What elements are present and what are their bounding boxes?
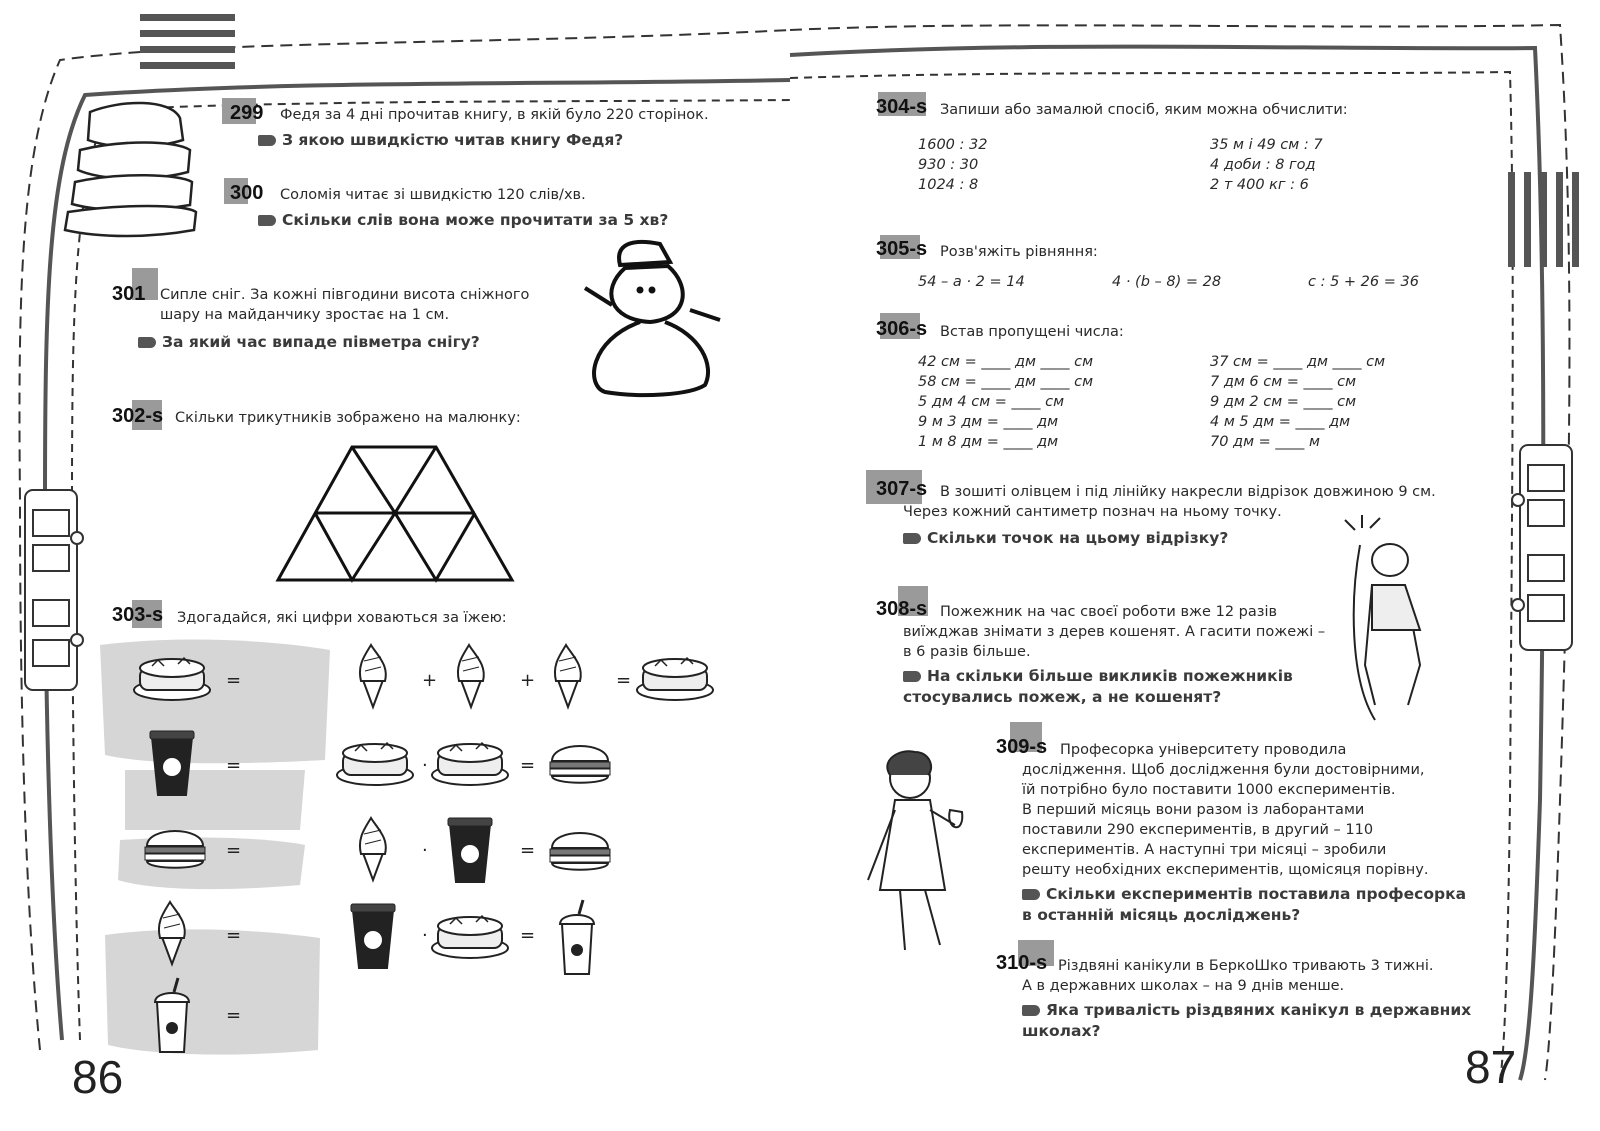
page-number-left: 86 <box>72 1051 124 1103</box>
fill-in-item: 7 дм 6 см = ____ см <box>1210 374 1357 390</box>
task-307-question-text: Скільки точок на цьому відрізку? <box>927 529 1229 547</box>
task-310-question-text-1: Яка тривалість різдвяних канікул в державних <box>1046 1001 1472 1019</box>
task-303-number: 303-s <box>112 604 164 626</box>
text-line: поставили 290 експериментів, в другий – 110 <box>1022 822 1374 838</box>
task-308-text-3: в 6 разів більше. <box>903 644 1031 660</box>
task-309-number: 309-s <box>996 736 1048 758</box>
equals-sign: = <box>226 840 242 861</box>
expression: 2 т 400 кг : 6 <box>1210 177 1309 193</box>
text-line: решту необхідних експериментів, щомісяця порівну. <box>1022 862 1429 878</box>
task-310-question-text-2: школах? <box>1022 1022 1101 1040</box>
dot-sign: · <box>422 755 428 776</box>
task-302-number: 302-s <box>112 405 164 427</box>
fill-in-item: 9 м 3 дм = ____ дм <box>918 414 1059 430</box>
task-308-question-text-2: стосувались пожеж, а не кошенят? <box>903 688 1222 706</box>
task-304-number: 304-s <box>876 96 928 118</box>
equals-sign: = <box>226 1005 242 1026</box>
task-306-col1 <box>918 352 1093 452</box>
task-300-number: 300 <box>230 182 264 204</box>
task-301-text-1: Сипле сніг. За кожні півгодини висота сніжного <box>160 287 530 303</box>
equation-3: c : 5 + 26 = 36 <box>1308 274 1419 290</box>
task-310-number: 310-s <box>996 952 1048 974</box>
task-301-question <box>138 332 480 353</box>
expression: 35 м і 49 см : 7 <box>1210 137 1323 153</box>
text-line: експериментів. А наступні три місяці – зробили <box>1022 842 1387 858</box>
task-306-text: Встав пропущені числа: <box>940 324 1124 340</box>
page-number-right: 87 <box>1465 1041 1517 1093</box>
task-306-col2 <box>1210 352 1385 452</box>
task-304-text: Запиши або замалюй спосіб, яким можна обчислити: <box>940 102 1348 118</box>
expression: 930 : 30 <box>918 157 979 173</box>
task-299-text: Федя за 4 дні прочитав книгу, в якій було 220 сторінок. <box>280 107 709 123</box>
equals-sign: = <box>226 755 242 776</box>
snowman-drawing <box>585 242 720 395</box>
bus-right <box>1512 445 1572 650</box>
task-305-text: Розв'яжіть рівняння: <box>940 244 1098 260</box>
task-299-question <box>258 130 623 151</box>
pointing-hand-icon <box>903 533 921 544</box>
pointing-hand-icon <box>903 671 921 682</box>
equals-sign: = <box>520 925 536 946</box>
task-303-text: Здогадайся, які цифри ховаються за їжею: <box>177 610 507 626</box>
task-301-number: 301 <box>112 283 146 305</box>
task-307-text-2: Через кожний сантиметр познач на ньому точку. <box>903 504 1282 520</box>
plus-sign: + <box>520 670 536 691</box>
fill-in-item: 5 дм 4 см = ____ см <box>918 394 1065 410</box>
task-304-col2 <box>1210 135 1323 195</box>
expression: 1024 : 8 <box>918 177 979 193</box>
bus-left <box>25 490 83 690</box>
task-299-question-text: З якою швидкістю читав книгу Федя? <box>282 131 624 149</box>
task-307-text-1: В зошиті олівцем і під лінійку накресли відрізок довжиною 9 см. <box>940 484 1436 500</box>
equals-sign: = <box>616 670 632 691</box>
dot-sign: · <box>422 840 428 861</box>
task-310-text-2: А в державних школах – на 9 днів менше. <box>1022 978 1345 994</box>
fill-in-item: 1 м 8 дм = ____ дм <box>918 434 1059 450</box>
professor-drawing <box>868 751 962 950</box>
task-308-question <box>903 666 1293 708</box>
task-300-text: Соломія читає зі швидкістю 120 слів/хв. <box>280 187 586 203</box>
equation-2: 4 · (b – 8) = 28 <box>1112 274 1222 290</box>
expression: 4 доби : 8 год <box>1210 157 1316 173</box>
fill-in-item: 42 см = ____ дм ____ см <box>918 354 1094 370</box>
expression: 1600 : 32 <box>918 137 988 153</box>
task-302-text: Скільки трикутників зображено на малюнку: <box>175 410 521 426</box>
task-300-question <box>258 210 668 231</box>
task-304-col1 <box>918 135 987 195</box>
pointing-hand-icon <box>1022 1005 1040 1016</box>
task-309-question <box>1022 884 1466 926</box>
task-309-question-text-2: в останній місяць досліджень? <box>1022 906 1301 924</box>
pointing-hand-icon <box>258 215 276 226</box>
task-301-text-2: шару на майданчику зростає на 1 см. <box>160 307 450 323</box>
fill-in-item: 37 см = ____ дм ____ см <box>1210 354 1386 370</box>
dot-sign: · <box>422 925 428 946</box>
plus-sign: + <box>422 670 438 691</box>
task-300-question-text: Скільки слів вона може прочитати за 5 хв? <box>282 211 669 229</box>
firefighter-drawing <box>1345 515 1420 720</box>
task-307-question <box>903 528 1228 549</box>
task-309-text <box>1022 760 1428 880</box>
text-line: В перший місяць вони разом із лаборантами <box>1022 802 1365 818</box>
task-308-number: 308-s <box>876 598 928 620</box>
fill-in-item: 9 дм 2 см = ____ см <box>1210 394 1357 410</box>
fill-in-item: 70 дм = ____ м <box>1210 434 1320 450</box>
task-301-question-text: За який час випаде півметра снігу? <box>162 333 480 351</box>
equals-sign: = <box>520 840 536 861</box>
pointing-hand-icon <box>138 337 156 348</box>
task-308-text-2: виїжджав знімати з дерев кошенят. А гасити пожежі – <box>903 624 1326 640</box>
equals-sign: = <box>226 670 242 691</box>
text-line: дослідження. Щоб дослідження були достовірними, <box>1022 762 1425 778</box>
task-310-question <box>1022 1000 1471 1042</box>
task-306-number: 306-s <box>876 318 928 340</box>
task-309-question-text-1: Скільки експериментів поставила професорка <box>1046 885 1467 903</box>
task-308-text-1: Пожежник на час своєї роботи вже 12 разів <box>940 604 1278 620</box>
books-drawing <box>65 103 196 236</box>
fill-in-item: 58 см = ____ дм ____ см <box>918 374 1094 390</box>
task-308-question-text-1: На скільки більше викликів пожежників <box>927 667 1293 685</box>
equals-sign: = <box>520 755 536 776</box>
task303-highlight <box>100 640 330 1055</box>
task-310-text-1: Різдвяні канікули в БеркоШко тривають 3 тижні. <box>1058 958 1434 974</box>
equals-sign: = <box>226 925 242 946</box>
task-305-number: 305-s <box>876 238 928 260</box>
pointing-hand-icon <box>1022 889 1040 900</box>
task-299-number: 299 <box>230 102 264 124</box>
crosswalk-top <box>140 14 235 69</box>
pointing-hand-icon <box>258 135 276 146</box>
fill-in-item: 4 м 5 дм = ____ дм <box>1210 414 1351 430</box>
task-307-number: 307-s <box>876 478 928 500</box>
task-309-text-1: Професорка університету проводила <box>1060 742 1347 758</box>
equation-1: 54 – a · 2 = 14 <box>918 274 1025 290</box>
text-line: їй потрібно було поставити 1000 експериментів. <box>1022 782 1396 798</box>
